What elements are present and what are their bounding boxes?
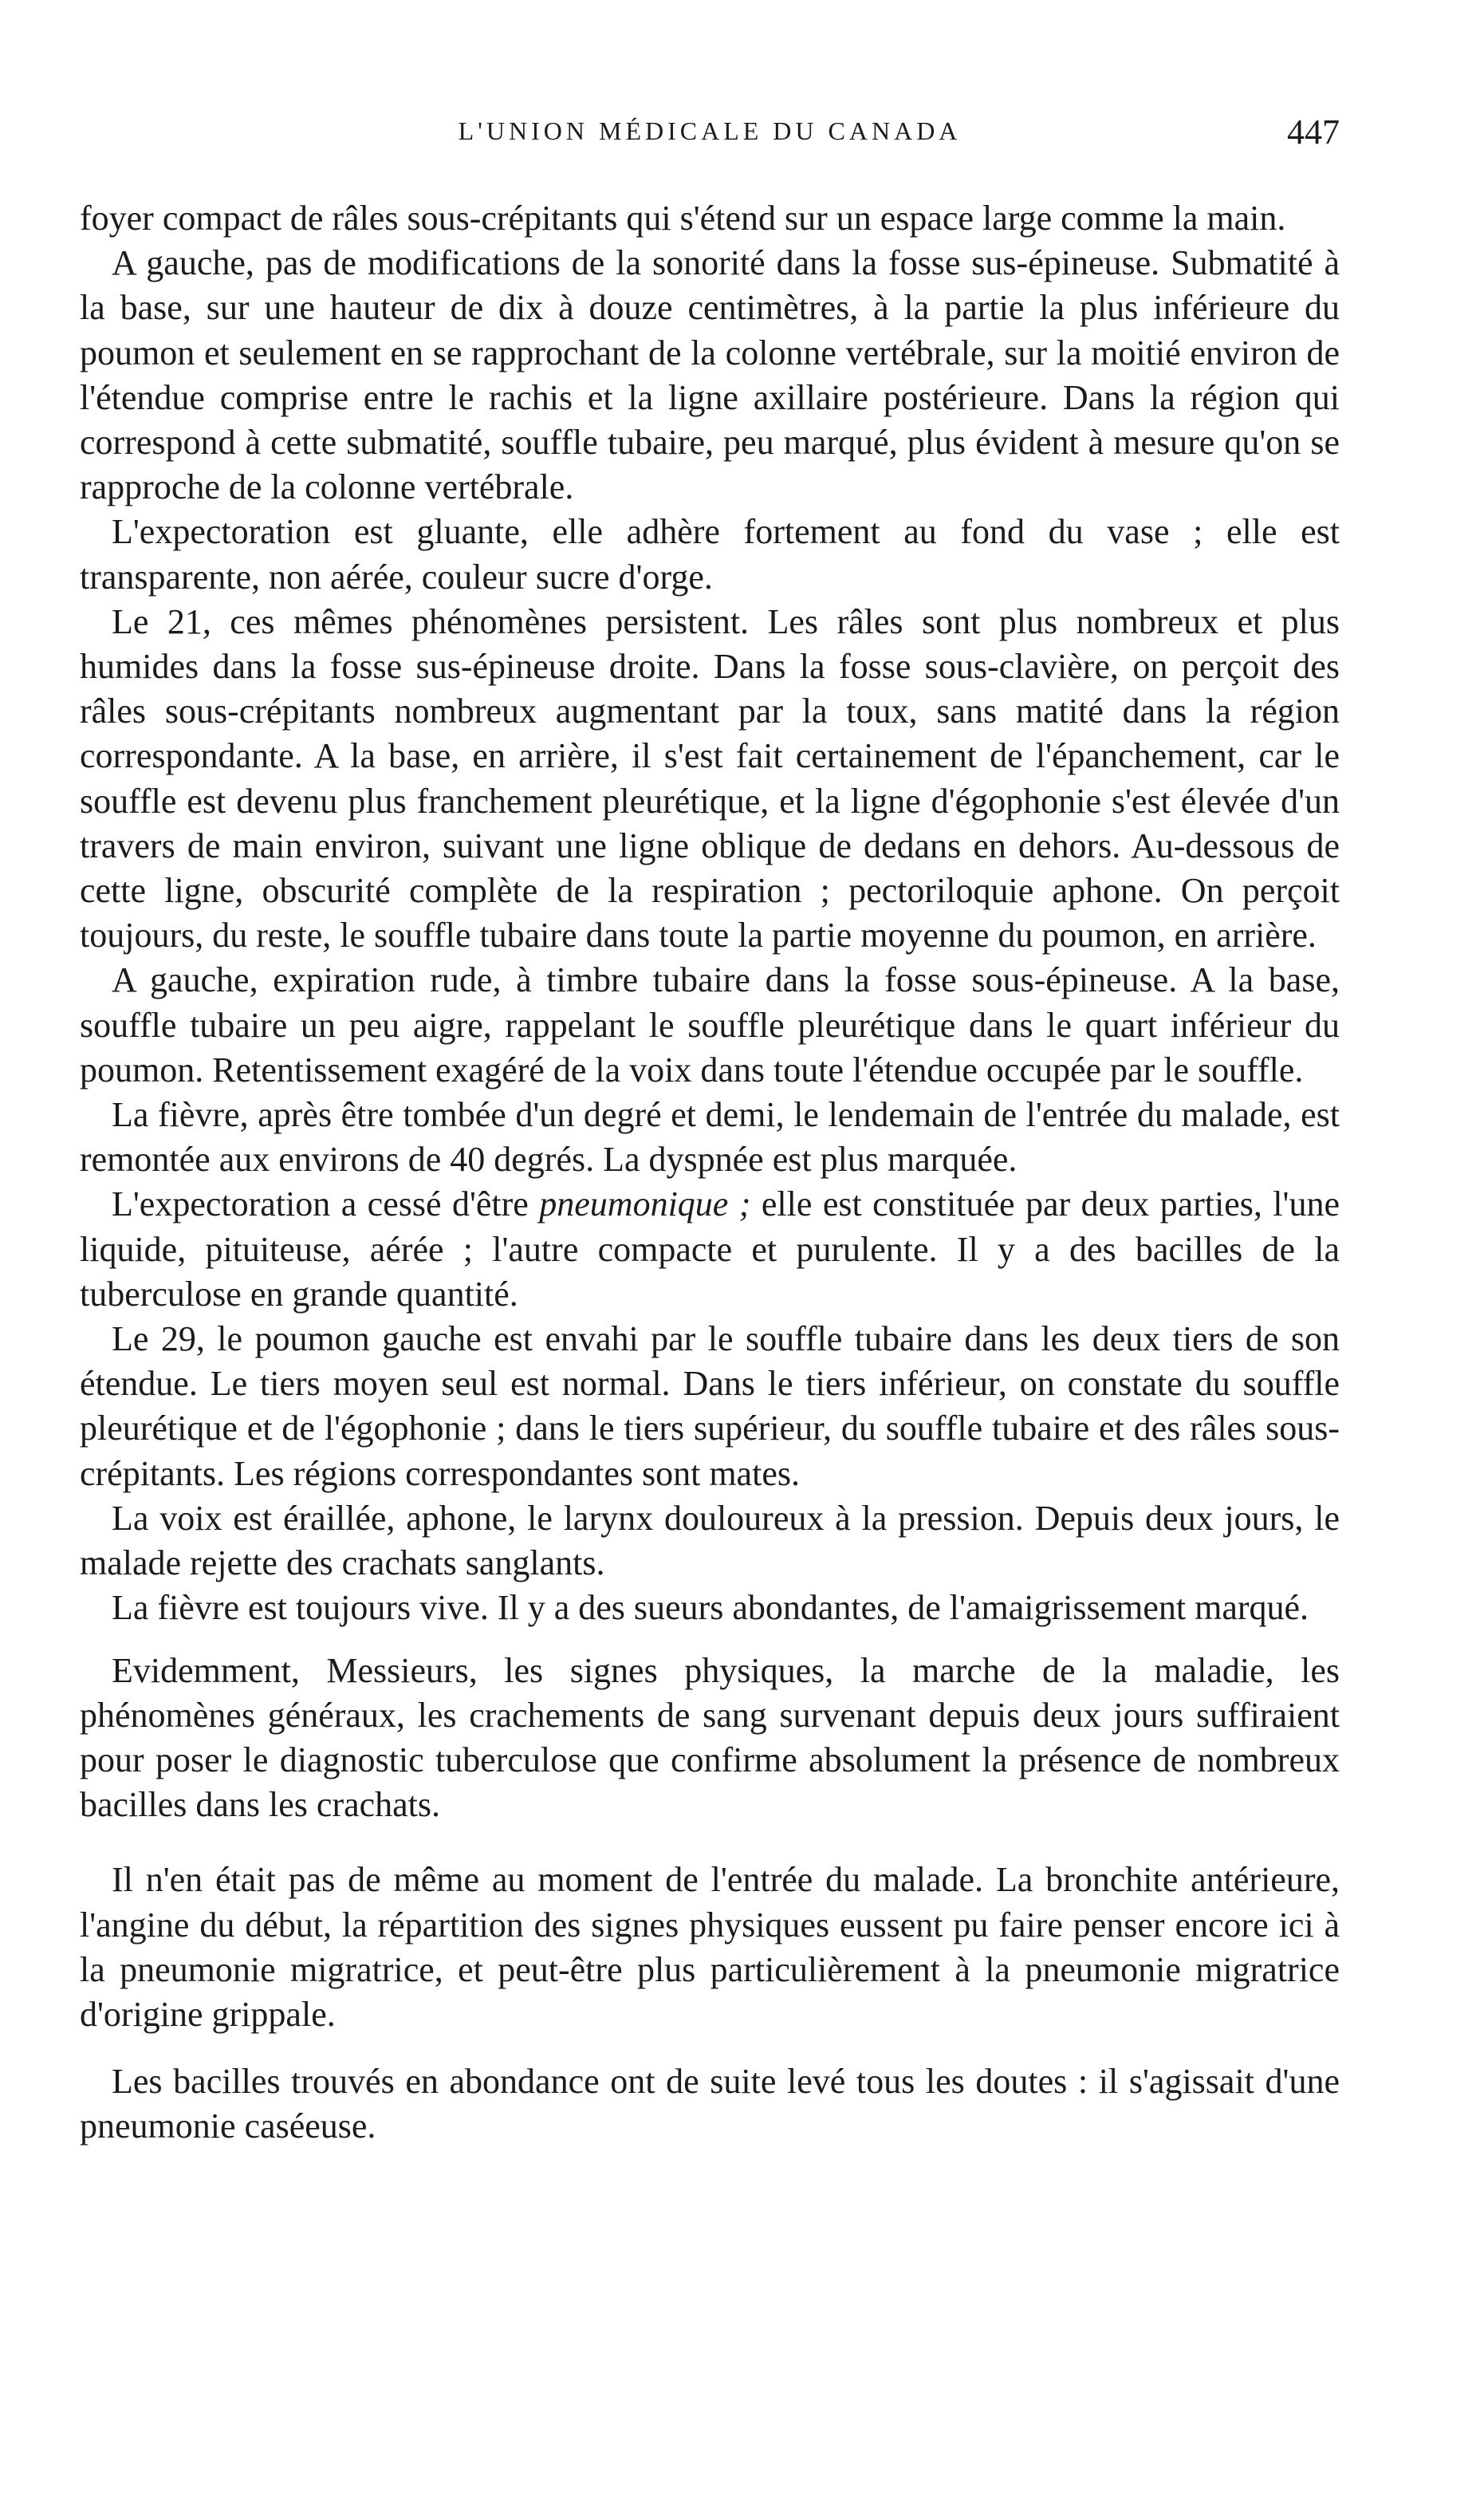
paragraph-8: Le 29, le poumon gauche est envahi par le souffle tubaire dans les deux tiers de son étendue. Le tiers moyen seul est normal. Dans le tiers inférieur, on constate du souffle pleurétique et de l'égophonie ; dans le tiers supérieur, du souffle tubaire et des râles sous-crépitants. Les régions correspondantes sont mates. <box>80 1319 1340 1493</box>
paragraph-4: Le 21, ces mêmes phénomènes persistent. Les râles sont plus nombreux et plus humides dans la fosse sus-épineuse droite. Dans la fosse sous-clavière, on perçoit des râles sous-crépitants nombreux augmentant par la toux, sans matité dans la région correspondante. A la base, en arrière, il s'est fait certainement de l'épanchement, car le souffle est devenu plus franchement pleurétique, et la ligne d'égophonie s'est élevée d'un travers de main environ, suivant une ligne oblique de dedans en dehors. Au-dessous de cette ligne, obscurité complète de la respiration ; pectoriloquie aphone. On perçoit toujours, du reste, le souffle tubaire dans toute la partie moyenne du poumon, en arrière. <box>80 601 1340 956</box>
paragraph-7-start: L'expectoration a cessé d'être <box>112 1184 540 1224</box>
paragraph-10: La fièvre est toujours vive. Il y a des sueurs abondantes, de l'amaigrissement marqué. <box>112 1588 1309 1628</box>
paragraph-5: A gauche, expiration rude, à timbre tubaire dans la fosse sous-épineuse. A la base, souffle tubaire un peu aigre, rappelant le souffle pleurétique dans le quart inférieur du poumon. Retentissement exagéré de la voix dans toute l'étendue occupée par le souffle. <box>80 960 1340 1090</box>
paragraph-7 <box>80 1182 1340 1317</box>
paragraph-9: La voix est éraillée, aphone, le larynx douloureux à la pression. Depuis deux jours, le malade rejette des crachats sanglants. <box>80 1498 1340 1583</box>
running-head <box>80 112 1340 160</box>
paragraph-7-end: elle est constituée par deux parties, l'une liquide, pituiteuse, aérée ; l'autre compacte et purulente. Il y a des bacilles de la tuberculose en grande quantité. <box>80 1184 1340 1314</box>
paragraph-6: La fièvre, après être tombée d'un degré et demi, le lendemain de l'entrée du malade, est remontée aux environs de 40 degrés. La dyspnée est plus marquée. <box>80 1095 1340 1180</box>
article-body <box>80 196 1340 2150</box>
paragraph-13: Les bacilles trouvés en abondance ont de suite levé tous les doutes : il s'agissait d'une pneumonie caséeuse. <box>80 2062 1340 2146</box>
paragraph-2: A gauche, pas de modifications de la sonorité dans la fosse sus-épineuse. Submatité à la base, sur une hauteur de dix à douze centimètres, à la partie la plus inférieure du poumon et seulement en se rapprochant de la colonne vertébrale, sur la moitié environ de l'étendue comprise entre le rachis et la ligne axillaire postérieure. Dans la région qui correspond à cette submatité, souffle tubaire, peu marqué, plus évident à mesure qu'on se rapproche de la colonne vertébrale. <box>80 243 1340 507</box>
paragraph-11: Evidemment, Messieurs, les signes physiques, la marche de la maladie, les phénomènes généraux, les crachements de sang survenant depuis deux jours suffiraient pour poser le diagnostic tuberculose que confirme absolument la présence de nombreux bacilles dans les crachats. <box>80 1650 1340 1825</box>
page-number: 447 <box>1287 112 1340 152</box>
running-title: L'UNION MÉDICALE DU CANADA <box>458 116 962 145</box>
paragraph-1: foyer compact de râles sous-crépitants qui s'étend sur un espace large comme la main. <box>80 199 1286 238</box>
journal-page <box>80 112 1340 2150</box>
paragraph-12: Il n'en était pas de même au moment de l'entrée du malade. La bronchite antérieure, l'angine du début, la répartition des signes physiques eussent pu faire penser encore ici à la pneumonie migratrice, et peut-être plus particulièrement à la pneumonie migratrice d'origine grippale. <box>80 1860 1340 2034</box>
paragraph-3: L'expectoration est gluante, elle adhère fortement au fond du vase ; elle est transparente, non aérée, couleur sucre d'orge. <box>80 512 1340 597</box>
paragraph-7-italic: pneumonique ; <box>539 1184 751 1224</box>
